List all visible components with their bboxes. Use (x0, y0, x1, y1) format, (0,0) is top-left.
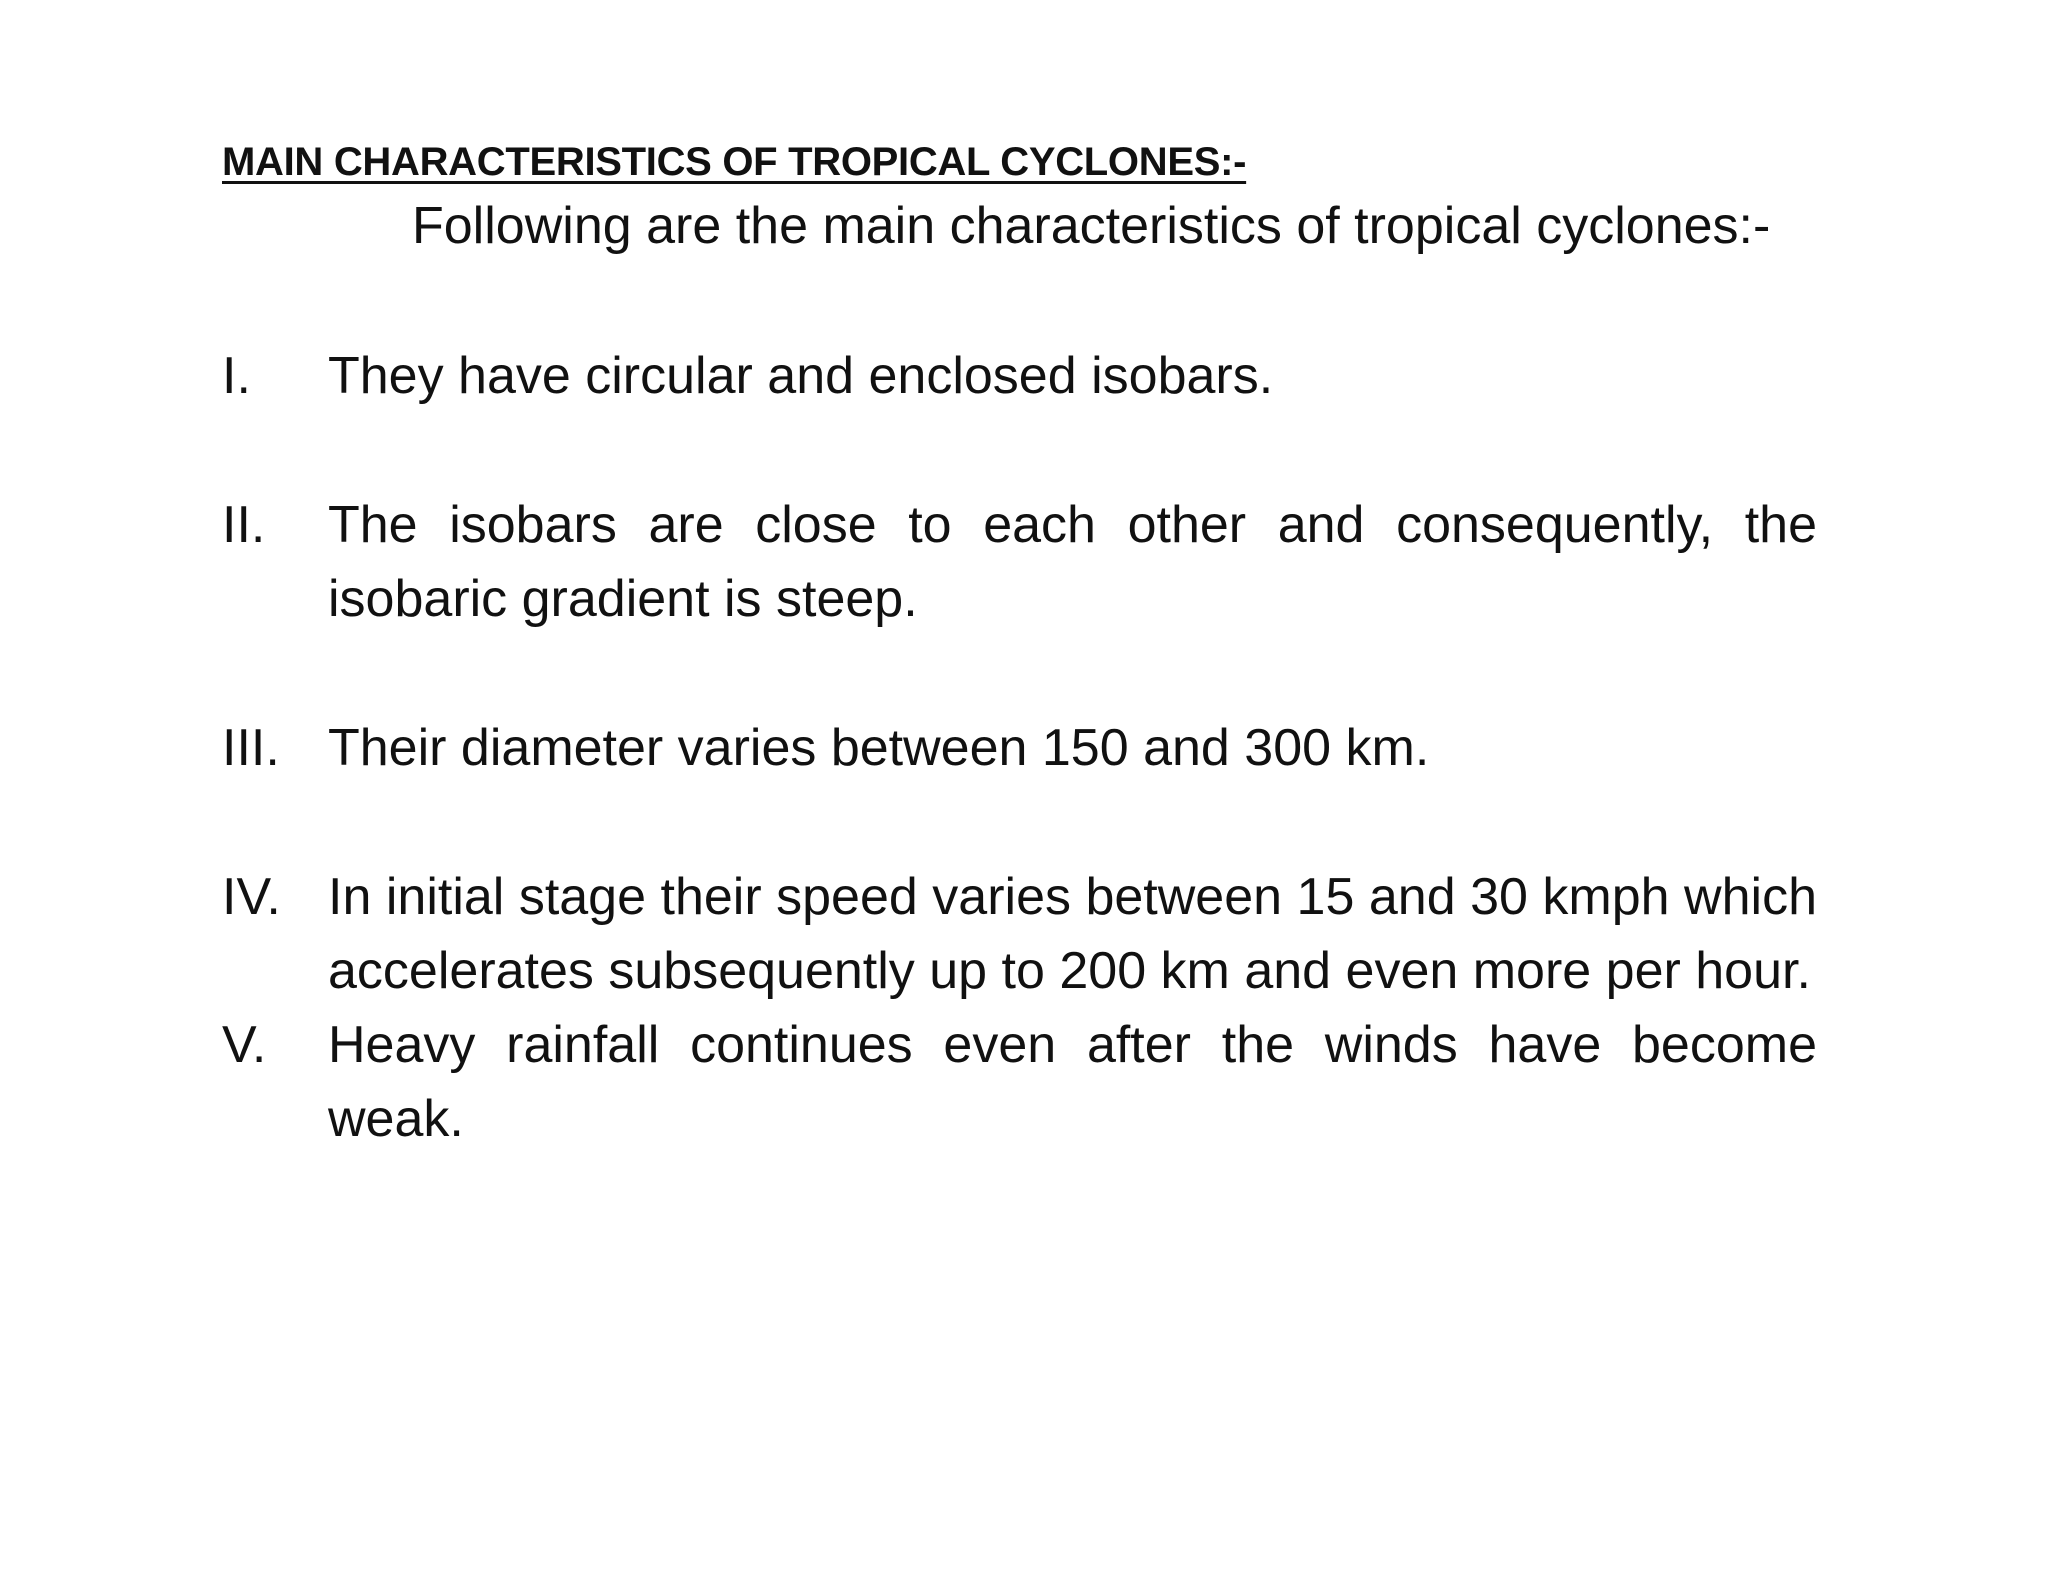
intro-paragraph: Following are the main characteristics of tropical cyclones:- (412, 197, 1771, 255)
list-item-number: III. (222, 719, 280, 777)
document-heading: MAIN CHARACTERISTICS OF TROPICAL CYCLONES:- (222, 140, 1247, 184)
list-item-number: II. (222, 496, 266, 554)
list-item-text: Their diameter varies between 150 and 300 km. (328, 719, 1430, 777)
list-item-number: V. (222, 1016, 267, 1074)
list-item-text: They have circular and enclosed isobars. (328, 347, 1274, 405)
list-item-number: I. (222, 347, 251, 405)
list-item (222, 860, 1817, 1008)
list-item-number: IV. (222, 868, 281, 926)
list-item (222, 339, 1817, 413)
list-item (222, 488, 1817, 636)
list-item (222, 1008, 1817, 1156)
characteristics-list (222, 339, 1817, 1156)
list-item-text: The isobars are close to each other and consequently, the isobaric gradient is steep. (328, 496, 1817, 628)
list-item (222, 711, 1817, 785)
document-content (222, 136, 1817, 1156)
list-item-text: Heavy rainfall continues even after the winds have become weak. (328, 1016, 1817, 1148)
list-item-text: In initial stage their speed varies between 15 and 30 kmph which accelerates subsequently up to 200 km and even more per hour. (328, 868, 1817, 1000)
